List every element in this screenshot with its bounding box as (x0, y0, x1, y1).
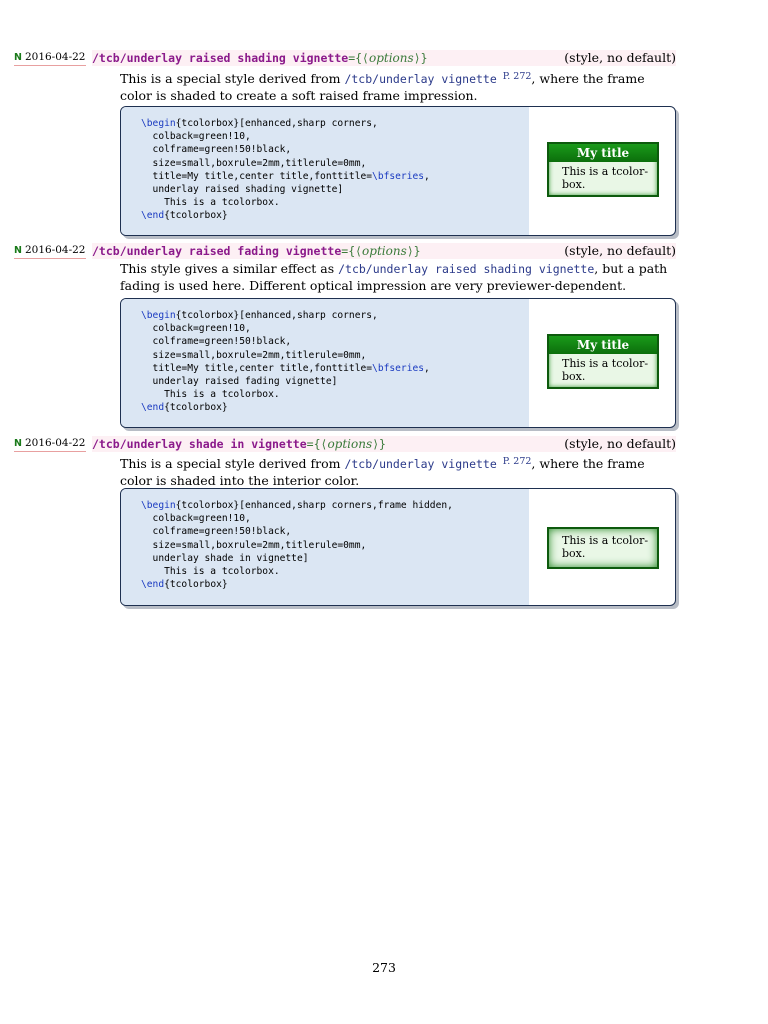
code-line: colframe=green!50!black, (141, 526, 292, 538)
key-note: (style, no default) (564, 243, 676, 258)
entry-header (14, 243, 676, 259)
demo-title: My title (549, 336, 657, 354)
code-line: This is a tcolorbox. (141, 197, 280, 209)
code-line: size=small,boxrule=2mm,titlerule=0mm, (141, 539, 367, 551)
code-line: underlay raised fading vignette] (141, 376, 338, 388)
demo-title: My title (549, 144, 657, 162)
code-panel (121, 107, 529, 235)
demo-text: This is a tcolor- box. (562, 165, 649, 191)
key-description: This is a special style derived from /tcb/underlay vignette $^{P. 272}$, where the frame color is shaded to create a soft raised frame impression. (120, 71, 645, 103)
code-line: underlay shade in vignette] (141, 552, 309, 564)
new-date-marker: N 2016-04-22 (14, 51, 86, 66)
code-line: \begin{tcolorbox}[enhanced,sharp corners,frame hidden, (141, 500, 453, 511)
code-line: \begin{tcolorbox}[enhanced,sharp corners, (141, 118, 378, 129)
code-line: size=small,boxrule=2mm,titlerule=0mm, (141, 349, 367, 361)
example-box (120, 488, 676, 606)
demo-text: This is a tcolor- box. (562, 357, 649, 383)
cross-reference-link[interactable]: /tcb/underlay vignette (344, 72, 497, 86)
key-description: This style gives a similar effect as /tcb/underlay raised shading vignette, but a path fading is used here. Different optical impression are very previewer-dependent. (120, 261, 668, 293)
code-panel (121, 299, 529, 427)
example-box (120, 106, 676, 236)
code-line: This is a tcolorbox. (141, 389, 280, 401)
code-line: colback=green!10, (141, 131, 251, 143)
code-line: This is a tcolorbox. (141, 566, 280, 578)
page-number: 273 (372, 960, 396, 975)
demo-tcolorbox (547, 527, 659, 569)
code-line: \begin{tcolorbox}[enhanced,sharp corners, (141, 310, 378, 321)
demo-tcolorbox (547, 334, 659, 389)
code-line: title=My title,center title,fonttitle=\bfseries, (141, 170, 430, 182)
key-description: This is a special style derived from /tcb/underlay vignette $^{P. 272}$, where the frame color is shaded into the interior color. (120, 456, 645, 488)
key-name: /tcb/underlay raised shading vignette={⟨options⟩} (92, 51, 428, 65)
key-name: /tcb/underlay shade in vignette={⟨options⟩} (92, 437, 386, 451)
code-line: size=small,boxrule=2mm,titlerule=0mm, (141, 157, 367, 169)
code-line: \end{tcolorbox} (141, 402, 228, 414)
code-line: title=My title,center title,fonttitle=\bfseries, (141, 362, 430, 374)
code-listing (141, 499, 453, 591)
entry-header (14, 436, 676, 452)
code-line: \end{tcolorbox} (141, 210, 228, 222)
code-line: colback=green!10, (141, 513, 251, 525)
key-note: (style, no default) (564, 436, 676, 451)
cross-reference-link[interactable]: /tcb/underlay raised shading vignette (338, 262, 595, 276)
new-date-marker: N 2016-04-22 (14, 244, 86, 259)
code-listing (141, 309, 430, 415)
page-reference[interactable]: P. 272 (502, 71, 532, 82)
code-line: colframe=green!50!black, (141, 336, 292, 348)
code-listing (141, 117, 430, 223)
code-line: underlay raised shading vignette] (141, 184, 344, 196)
demo-tcolorbox (547, 142, 659, 197)
example-box (120, 298, 676, 428)
key-note: (style, no default) (564, 50, 676, 65)
code-line: \end{tcolorbox} (141, 579, 228, 591)
code-line: colback=green!10, (141, 323, 251, 335)
code-line: colframe=green!50!black, (141, 144, 292, 156)
key-name: /tcb/underlay raised fading vignette={⟨options⟩} (92, 244, 421, 258)
cross-reference-link[interactable]: /tcb/underlay vignette (344, 457, 497, 471)
code-panel (121, 489, 529, 605)
new-date-marker: N 2016-04-22 (14, 437, 86, 452)
demo-text: This is a tcolor- box. (562, 534, 649, 560)
page-reference[interactable]: P. 272 (502, 456, 532, 467)
entry-header (14, 50, 676, 66)
